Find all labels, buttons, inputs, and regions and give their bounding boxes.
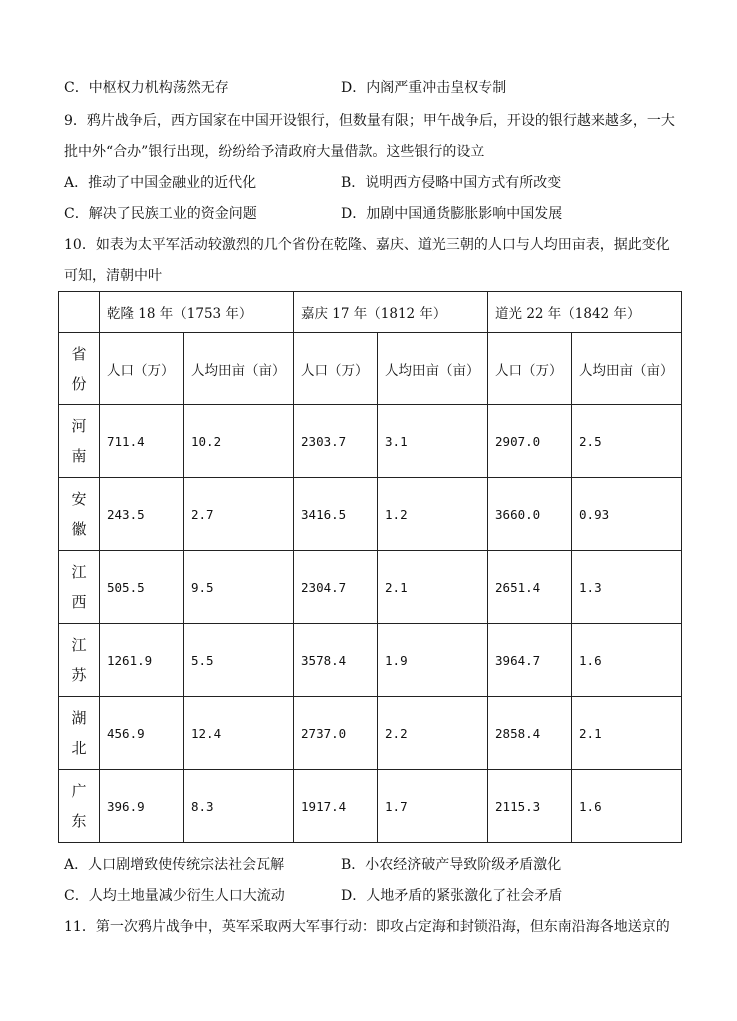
subheader: 人口（万） [294,333,378,405]
table-cell: 2.1 [572,697,682,770]
province-cell: 广 东 [59,770,100,843]
province-cell: 安 徽 [59,478,100,551]
table-cell: 456.9 [100,697,184,770]
subheader: 人均田亩（亩） [572,333,682,405]
q8-option-d: D．内阁严重冲击皇权专制 [341,80,507,96]
population-land-table [58,291,682,843]
q9-stem-line-2: 批中外“合办”银行出现，纷纷给予清政府大量借款。这些银行的设立 [64,144,485,160]
table-cell: 243.5 [100,478,184,551]
table-cell: 3.1 [378,405,488,478]
table-cell: 2.7 [184,478,294,551]
period-header: 道光 22 年（1842 年） [488,292,682,333]
table-cell: 0.93 [572,478,682,551]
q9-option-b: B．说明西方侵略中国方式有所改变 [341,175,562,191]
province-cell: 湖 北 [59,697,100,770]
table-cell: 1.7 [378,770,488,843]
q10-option-d: D．人地矛盾的紧张激化了社会矛盾 [341,888,563,904]
period-header: 嘉庆 17 年（1812 年） [294,292,488,333]
province-cell: 江 西 [59,551,100,624]
table-cell: 1.6 [572,770,682,843]
table-row [59,478,682,551]
table-cell: 1.6 [572,624,682,697]
q9-option-d: D．加剧中国通货膨胀影响中国发展 [341,206,563,222]
table-cell: 1.2 [378,478,488,551]
table-cell: 2858.4 [488,697,572,770]
period-header: 乾隆 18 年（1753 年） [100,292,294,333]
subheader: 人均田亩（亩） [378,333,488,405]
province-cell: 江 苏 [59,624,100,697]
table-cell: 2303.7 [294,405,378,478]
subheader: 人口（万） [100,333,184,405]
table-row [59,551,682,624]
table-cell: 9.5 [184,551,294,624]
province-column-label [59,333,100,405]
subheader: 人均田亩（亩） [184,333,294,405]
table-row [59,624,682,697]
q10-stem-line-2: 可知，清朝中叶 [64,268,162,284]
q8-option-c: C．中枢权力机构荡然无存 [64,80,229,96]
table-cell: 505.5 [100,551,184,624]
table-cell: 5.5 [184,624,294,697]
table-cell: 2907.0 [488,405,572,478]
q10-option-c: C．人均土地量减少衍生人口大流动 [64,888,285,904]
table-cell: 2.5 [572,405,682,478]
province-cell: 河 南 [59,405,100,478]
q10-stem-line-1: 10．如表为太平军活动较激烈的几个省份在乾隆、嘉庆、道光三朝的人口与人均田亩表，据此变化 [64,237,670,253]
q9-option-a: A．推动了中国金融业的近代化 [64,175,257,191]
subheader: 人口（万） [488,333,572,405]
table-cell: 2.2 [378,697,488,770]
table-row [59,770,682,843]
table-cell: 2651.4 [488,551,572,624]
q9-option-c: C．解决了民族工业的资金问题 [64,206,257,222]
q10-option-a: A．人口剧增致使传统宗法社会瓦解 [64,857,285,873]
table-subheader-row [59,333,682,405]
table-cell: 2737.0 [294,697,378,770]
table-cell: 10.2 [184,405,294,478]
table-cell: 3964.7 [488,624,572,697]
q11-stem-line-1: 11．第一次鸦片战争中，英军采取两大军事行动：即攻占定海和封锁沿海，但东南沿海各地送京的 [64,919,670,935]
table-cell: 2304.7 [294,551,378,624]
table-cell: 3578.4 [294,624,378,697]
table-cell: 8.3 [184,770,294,843]
table-cell: 396.9 [100,770,184,843]
table-cell: 3660.0 [488,478,572,551]
q9-stem-line-1: 9．鸦片战争后，西方国家在中国开设银行，但数量有限；甲午战争后，开设的银行越来越多，一大 [64,113,675,129]
table-cell: 1.9 [378,624,488,697]
q10-option-b: B．小农经济破产导致阶级矛盾激化 [341,857,562,873]
table-cell: 3416.5 [294,478,378,551]
province-column-label-text: 省 份 [71,344,87,393]
table-cell: 1.3 [572,551,682,624]
table-cell: 711.4 [100,405,184,478]
table-cell: 1917.4 [294,770,378,843]
table-period-header-row [59,292,682,333]
table-row [59,405,682,478]
table-row [59,697,682,770]
table-cell: 12.4 [184,697,294,770]
table-corner-cell [59,292,100,333]
table-cell: 2115.3 [488,770,572,843]
table-cell: 2.1 [378,551,488,624]
table-cell: 1261.9 [100,624,184,697]
